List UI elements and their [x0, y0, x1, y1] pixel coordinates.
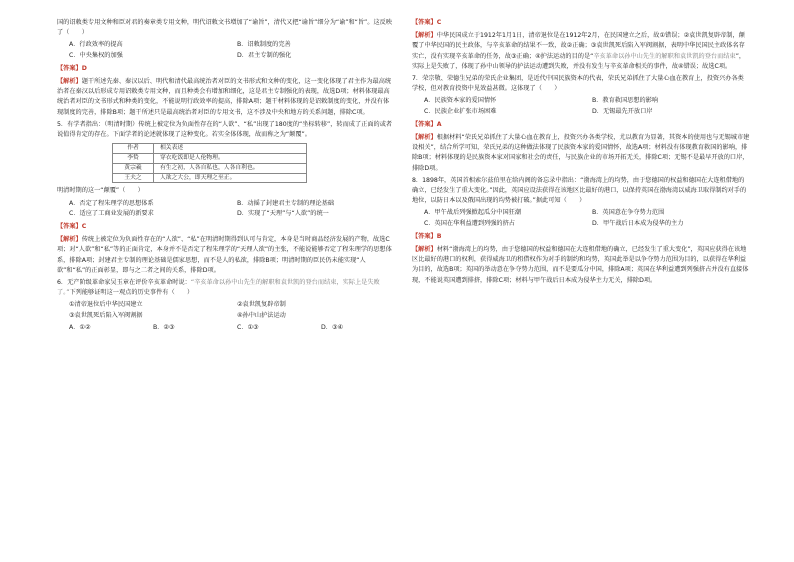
table-cell-author: 黄宗羲: [113, 163, 154, 173]
q6-options: [69, 323, 395, 333]
q8-option-b[interactable]: B．英国意在争夺势力范围: [592, 209, 665, 217]
table-header-row: [113, 144, 307, 154]
table-row: [113, 154, 307, 164]
q4-options: [69, 40, 395, 60]
q7-answer: 【答案】A: [412, 120, 442, 128]
q6-explanation: [412, 31, 750, 72]
q6-exp-text-b: ”，实际上是失败了，体现了孙中山领导的护法运动遭到失败，并没有发生与辛亥革命相关的事件，故④错误；故选C项。: [412, 52, 746, 70]
q5-option-b[interactable]: B．动摇了封建君主专制的理论基础: [237, 199, 335, 207]
q6-item-4: ④孙中山护法运动: [237, 311, 286, 319]
q7-exp-label: 【解析】: [412, 134, 437, 142]
q8-options: [424, 208, 750, 228]
q4-option-a[interactable]: A．行政效率的提高: [69, 41, 123, 49]
q7-option-a[interactable]: A．民族资本家的爱国情怀: [424, 97, 497, 105]
q8-explanation: [412, 245, 750, 286]
q7-stem: 7．荣宗敬、荣德生兄弟的荣氏企业集团，是近代中国民族资本的代表，荣氏兄弟抓住了大量心血在教育上，投资兴办各类学校，但对教育投资中见效益甚微。这体现了（ ）: [412, 75, 744, 93]
q4-explanation: [57, 77, 395, 118]
q5-explanation: [57, 235, 395, 276]
q4-exp-label: 【解析】: [57, 78, 82, 86]
q4-answer: 【答案】D: [57, 64, 87, 72]
table-header-statement: 相关表述: [154, 144, 307, 154]
q6-items: [69, 300, 395, 320]
q6-quote: “辛亥革命以孙中山先生的解职和袁世凯的登台而结束，实际上是失败了。”: [57, 279, 380, 297]
q7-option-b[interactable]: B．教育救国思想的影响: [592, 97, 659, 105]
q7-exp-text: 根据材料“荣氏兄弟抓住了大量心血在教育上，投资兴办各类学校，尤以教育为显著，其资本的使用也与无锡城市建设相关”，结合所学可知，荣氏兄弟的这种做法体现了民族资本家的爱国情怀，故选A项；材料没有体现教育救国的影响，排除B项；材料体现的是民族资本家对国家和社会的责任，与民族企业的市场开拓无关，排除C项；无锡不是最早开放的口岸，排除D项。: [412, 134, 750, 172]
q6-item-2: ②袁世凯复辟帝制: [237, 301, 286, 309]
q6-exp-text-a: 中华民国成立于1912年1月1日，清帝退位是在1912年2月，在民国建立之后，故①错误；②袁世凯复辟帝制，颠覆了中华民国的民主政体，与辛亥革命的结果不一致，故②正确；③袁世凯死后陷入军阀割据，表明中华民国民主政体名存实亡，没有实现辛亥革命的任务，故③正确；④护法运动的目的是“: [412, 32, 745, 60]
q7-option-d[interactable]: D．无锡最先开放口岸: [592, 107, 653, 115]
q5-exp-text: 传统上被定位为负面性存在的“人欲”、“私”在明清时期得到认可与肯定，本身是当时商品经济发展的产物，故选C项；对“人欲”和“私”等的正面肯定，本身并不是否定了程朱理学的“天理人欲”的主张，不能说能够否定了程朱理学的思想体系，排除A项；封建君主专制的理论基础是儒家思想，而不是人的私欲，排除B项；明清时期的臣民仍未能实现“人欲”和“私”的正面彰显，即与之二者之间的关系，排除D项。: [57, 236, 392, 274]
q6-exp-quote: 辛亥革命以孙中山先生的解职和袁世凯的登台而结束: [593, 52, 736, 60]
table-cell-statement: 人欲之大公，即天理之至正。: [154, 173, 307, 183]
table-row: [113, 163, 307, 173]
q5-options: [69, 199, 395, 219]
left-column: [57, 18, 395, 335]
table-cell-statement: 有生之初，人各自私也，人各自利也。: [154, 163, 307, 173]
q4-option-c[interactable]: C．中央集权的加强: [69, 51, 123, 59]
q6-answer: 【答案】C: [412, 19, 442, 26]
q5-option-c[interactable]: C．适应了工商业发展的新要求: [69, 209, 154, 217]
q5-option-a[interactable]: A．否定了程朱理学的思想体系: [69, 199, 154, 207]
table-cell-author: 李贽: [113, 154, 154, 164]
q5-question: 明清时期的这一“颠覆”（ ）: [57, 187, 144, 195]
q8-option-a[interactable]: A．甲午战后列强掀起瓜分中国狂潮: [424, 209, 522, 217]
q4-option-d[interactable]: D．君主专制的强化: [237, 51, 292, 59]
table-header-author: 作者: [113, 144, 154, 154]
q7-option-c[interactable]: C．民族企业扩张市场困难: [424, 107, 497, 115]
q6-stem-tail: 下列能够证明这一观点的历史事件有（ ）: [69, 289, 194, 297]
q6-option-c[interactable]: C．①③: [237, 323, 259, 331]
q6-item-1: ①清帝退位后中华民国建立: [69, 301, 143, 309]
q5-stem: 5．有学者指出：（明清时期）传统上被定位为负面性存在的“人欲”、“私”出现了180度的“坐标转移”，转而成了正面的或者说值得肯定的存在。下面学者的论述就体现了这种变化。若实全体体现，故而称之为“颠覆”。: [57, 120, 393, 139]
q5-answer: 【答案】C: [57, 223, 87, 231]
q6-option-b[interactable]: B．②③: [153, 323, 175, 331]
q8-stem: 8．1898年，英国首相索尔兹伯里在给内阁的备忘录中指出：“渤海湾上的均势，由于您德国的权益和德国在大连租借地的确立，已经发生了重大变化。”因此，英国应设法获得在该地区比最好的港口，以保持英国在渤海湾以威海卫取得制约对手的地位，以防日本以及俄国出现的均势被打破。”据此可知（ ）: [412, 176, 747, 205]
table-cell-author: 王夫之: [113, 173, 154, 183]
q6-item-3: ③袁世凯死后陷入军阀割据: [69, 311, 143, 319]
q5-table: [112, 143, 307, 183]
q7-options: [424, 96, 750, 116]
q5-option-d[interactable]: D．实现了“天理”与“人欲”的统一: [237, 209, 329, 217]
q8-exp-label: 【解析】: [412, 246, 437, 254]
table-cell-statement: 穿衣吃饭即是人伦物理。: [154, 154, 307, 164]
right-column: [412, 18, 750, 287]
q6-exp-label: 【解析】: [412, 32, 437, 40]
q4-stem: 国的诏敕类专用文种和臣对君的奏章类专用文种，明代诏敕文书增加了“谕旨”，清代又把“谕旨”细分为“谕”和“旨”。这反映了（ ）: [57, 19, 393, 37]
q8-answer: 【答案】B: [412, 232, 442, 240]
q8-option-d[interactable]: D．甲午战后日本成为侵华的主力: [592, 219, 684, 227]
q6-stem: [57, 278, 395, 298]
q4-exp-text: 题干所述先秦、秦汉以后、明代和清代最高统治者对臣的文书形式和文种的变化，这一变化体现了君主作为最高统治者在秦汉以后形成专用诏敕类专用文种，而且种类会有增加和细化，这是君主专制强化的表现，故选D项；材料体现最高统治者对臣的文书形式和种类的变化，不能说明行政效率的提高，排除A项；题干材料体现的是诏敕制度的变化，并没有体现制度的完善，排除B项；题干所述只是最高统治者对臣的专用文书，这不涉及中央和地方的关系问题，排除C项。: [57, 78, 392, 116]
table-row: [113, 173, 307, 183]
q4-option-b[interactable]: B．诏敕制度的完善: [237, 41, 291, 49]
q6-stem-text: 6．无产阶级革命家吴玉章在评价辛亥革命时说：: [57, 279, 191, 287]
q8-exp-text: 材料“渤海湾上的均势，由于您德国的权益和德国在大连租借地的确立，已经发生了重大变化”，英国应获得在该地区比最好的港口的权利，获得威海卫的租借权作为对手的制约和均势，英国此举是以争夺势力范围为目的，以获得在华利益为目的，故选B项；英国的举动意在争夺势力范围，而不是要瓜分中国，排除A项；英国在华利益遭到列强挤占并没有直接体现，不能说英国遭到排挤，排除C项；材料与甲午战后日本成为侵华主力无关，排除D项。: [412, 246, 749, 284]
q6-option-a[interactable]: A．①②: [69, 323, 91, 331]
q6-option-d[interactable]: D．③④: [321, 323, 344, 331]
q7-explanation: [412, 133, 750, 174]
q5-exp-label: 【解析】: [57, 236, 82, 244]
q8-option-c[interactable]: C．英国在华利益遭到列强的挤占: [424, 219, 515, 227]
